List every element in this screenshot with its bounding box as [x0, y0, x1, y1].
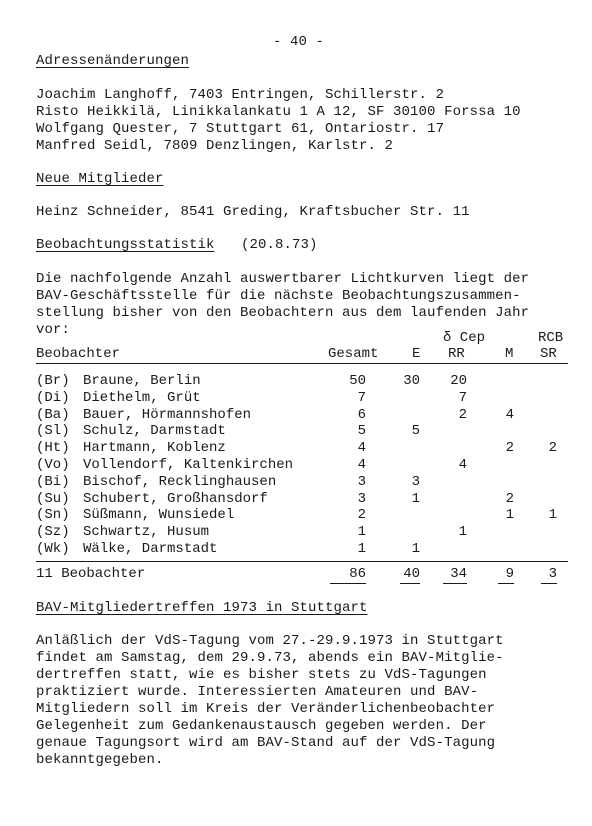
- row-gesamt: 6: [357, 407, 366, 423]
- row-gesamt: 7: [357, 390, 366, 406]
- meeting-line: genaue Tagungsort wird am BAV-Stand auf der VdS-Tagung: [36, 735, 496, 751]
- column-header-m: M: [505, 346, 514, 362]
- row-m: 2: [505, 440, 514, 456]
- row-observer-name: Schubert, Großhansdorf: [83, 491, 268, 507]
- total-e: 40: [403, 566, 420, 582]
- row-gesamt: 3: [357, 491, 366, 507]
- row-code: (Br): [36, 373, 70, 389]
- total-m: 9: [505, 566, 514, 582]
- column-header-e: E: [412, 346, 421, 362]
- row-gesamt: 1: [357, 541, 366, 557]
- meeting-line: dertreffen statt, wie es bisher stets zu VdS-Tagungen: [36, 667, 487, 683]
- intro-line: vor:: [36, 322, 71, 338]
- row-gesamt: 5: [357, 423, 366, 439]
- total-rr: 34: [450, 566, 467, 582]
- row-code: (Sz): [36, 524, 70, 540]
- address-line: Joachim Langhoff, 7403 Entringen, Schillerstr. 2: [36, 87, 445, 103]
- row-code: (Sl): [36, 423, 70, 439]
- row-code: (Ht): [36, 440, 70, 456]
- row-gesamt: 2: [357, 507, 366, 523]
- row-gesamt: 1: [357, 524, 366, 540]
- heading-address-changes: Adressenänderungen: [36, 53, 190, 69]
- row-observer-name: Wälke, Darmstadt: [83, 541, 218, 557]
- total-m-underline: [498, 583, 514, 584]
- table-total-rule: [36, 561, 568, 562]
- row-e: 5: [411, 423, 420, 439]
- row-sr: 2: [548, 440, 557, 456]
- row-observer-name: Bauer, Hörmannshofen: [83, 407, 252, 423]
- row-code: (Bi): [36, 474, 70, 490]
- address-line: Wolfgang Quester, 7 Stuttgart 61, Ontariostr. 17: [36, 121, 445, 137]
- row-observer-name: Schulz, Darmstadt: [83, 423, 226, 439]
- column-header-observer: Beobachter: [36, 346, 121, 362]
- address-line: Manfred Seidl, 7809 Denzlingen, Karlstr. 2: [36, 138, 394, 154]
- row-e: 1: [411, 491, 420, 507]
- heading-new-members: Neue Mitglieder: [36, 171, 164, 187]
- row-code: (Wk): [36, 541, 70, 557]
- intro-line: stellung bisher von den Beobachtern aus dem laufenden Jahr: [36, 305, 530, 321]
- group-header-rcb: RCB: [538, 330, 564, 346]
- row-rr: 4: [458, 457, 467, 473]
- meeting-line: Mitgliedern soll im Kreis der Veränderlichenbeobachter: [36, 701, 496, 717]
- row-gesamt: 50: [349, 373, 366, 389]
- row-rr: 20: [450, 373, 467, 389]
- row-rr: 7: [458, 390, 467, 406]
- address-line: Risto Heikkilä, Linikkalankatu 1 A 12, SF 30100 Forssa 10: [36, 104, 521, 120]
- page-number: - 40 -: [273, 34, 325, 50]
- row-m: 2: [505, 491, 514, 507]
- row-code: (Vo): [36, 457, 70, 473]
- heading-member-meeting: BAV-Mitgliedertreffen 1973 in Stuttgart: [36, 600, 368, 616]
- column-header-rr: RR: [448, 346, 465, 362]
- group-header-delta-cep: δ Cep: [443, 330, 486, 346]
- row-e: 1: [411, 541, 420, 557]
- row-e: 3: [411, 474, 420, 490]
- row-code: (Ba): [36, 407, 70, 423]
- total-gesamt-underline: [330, 583, 366, 584]
- column-header-sr: SR: [540, 346, 557, 362]
- row-observer-name: Braune, Berlin: [83, 373, 201, 389]
- intro-line: Die nachfolgende Anzahl auswertbarer Lichtkurven liegt der: [36, 271, 530, 287]
- row-observer-name: Vollendorf, Kaltenkirchen: [83, 457, 294, 473]
- row-rr: 2: [458, 407, 467, 423]
- row-code: (Su): [36, 491, 70, 507]
- row-gesamt: 4: [357, 440, 366, 456]
- meeting-line: bekanntgegeben.: [36, 752, 164, 768]
- row-gesamt: 4: [357, 457, 366, 473]
- row-gesamt: 3: [357, 474, 366, 490]
- total-label: 11 Beobachter: [36, 566, 146, 582]
- intro-line: BAV-Geschäftsstelle für die nächste Beobachtungszusammen-: [36, 288, 521, 304]
- row-observer-name: Süßmann, Wunsiedel: [83, 507, 235, 523]
- total-gesamt: 86: [349, 566, 366, 582]
- row-sr: 1: [548, 507, 557, 523]
- row-observer-name: Schwartz, Husum: [83, 524, 210, 540]
- heading-observation-statistics: Beobachtungsstatistik: [36, 237, 215, 253]
- row-observer-name: Diethelm, Grüt: [83, 390, 201, 406]
- total-sr-underline: [541, 583, 557, 584]
- meeting-line: findet am Samstag, dem 29.9.73, abends ein BAV-Mitglie-: [36, 650, 504, 666]
- member-line: Heinz Schneider, 8541 Greding, Kraftsbucher Str. 11: [36, 204, 470, 220]
- total-e-underline: [400, 583, 420, 584]
- meeting-line: praktiziert wurde. Interessierten Amateuren und BAV-: [36, 684, 479, 700]
- meeting-line: Anläßlich der VdS-Tagung vom 27.-29.9.1973 in Stuttgart: [36, 633, 504, 649]
- meeting-line: Gelegenheit zum Gedankenaustausch gegeben werden. Der: [36, 718, 487, 734]
- row-rr: 1: [458, 524, 467, 540]
- statistics-date: (20.8.73): [241, 237, 318, 253]
- table-header-rule: [36, 363, 568, 364]
- row-e: 30: [403, 373, 420, 389]
- row-observer-name: Hartmann, Koblenz: [83, 440, 226, 456]
- row-code: (Di): [36, 390, 70, 406]
- column-header-total: Gesamt: [328, 346, 379, 362]
- row-m: 4: [505, 407, 514, 423]
- row-m: 1: [505, 507, 514, 523]
- row-code: (Sn): [36, 507, 70, 523]
- total-rr-underline: [443, 583, 467, 584]
- total-sr: 3: [548, 566, 557, 582]
- row-observer-name: Bischof, Recklinghausen: [83, 474, 277, 490]
